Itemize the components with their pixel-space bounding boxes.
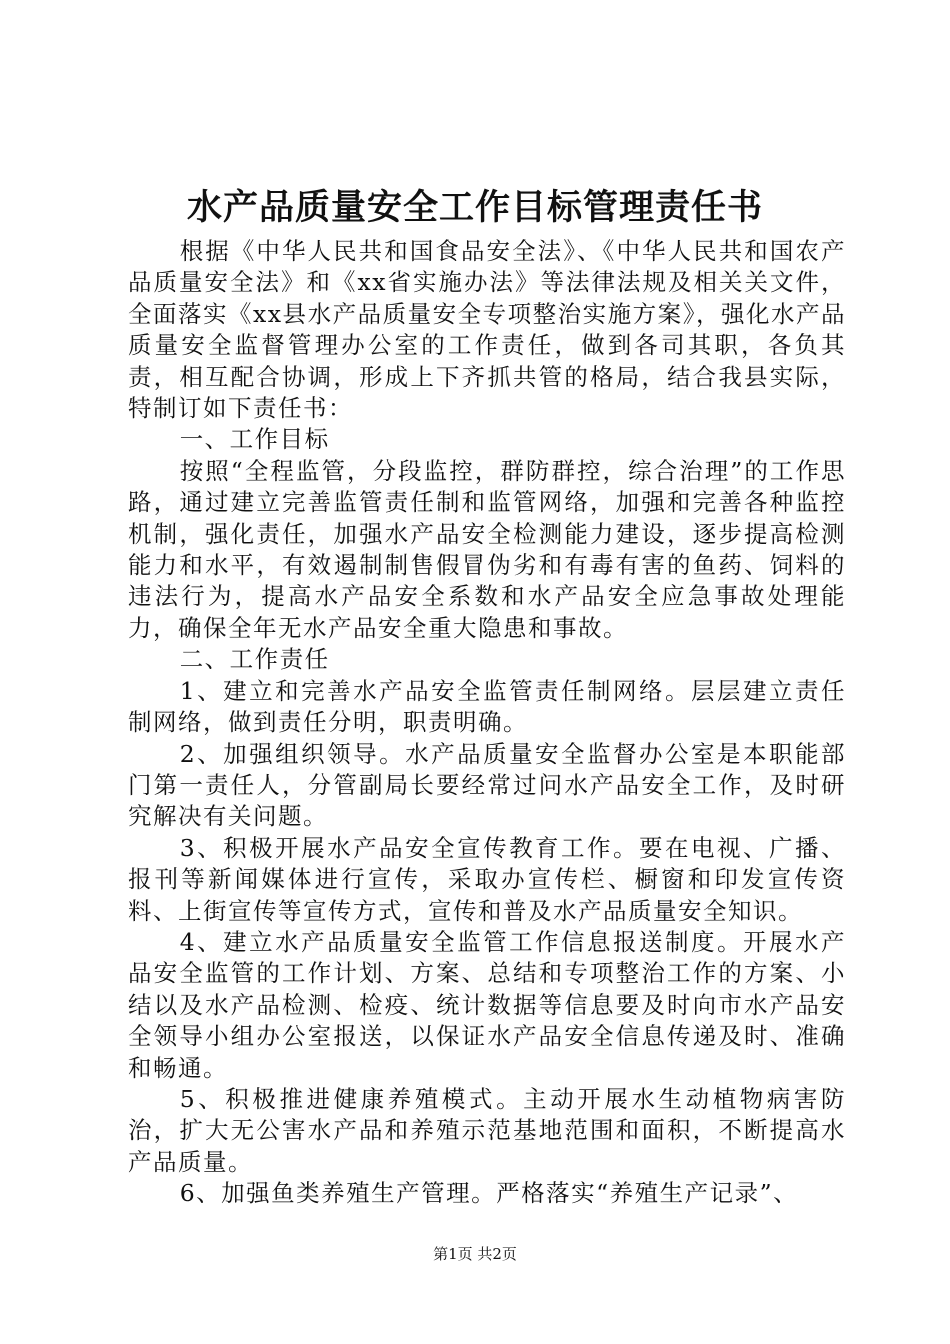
- paragraph-item-6: 6、加强鱼类养殖生产管理。严格落实“养殖生产记录”、: [179, 1179, 799, 1208]
- document-title: 水产品质量安全工作目标管理责任书: [186, 187, 763, 228]
- paragraph-goals: 按照“全程监管，分段监控，群防群控，综合治理”的工作思路，通过建立完善监管责任制和监管网络，加强和完善各种监控机制，强化责任，加强水产品安全检测能力建设，逐步提高检测能力和水平，有效遏制制售假冒伪劣和有毒有害的鱼药、饲料的违法行为，提高水产品安全系数和水产品安全应急事故处理能力，确保全年无水产品安全重大隐患和事故。: [128, 456, 846, 642]
- paragraph-item-1: 1、建立和完善水产品安全监管责任制网络。层层建立责任制网络，做到责任分明，职责明确。: [128, 676, 846, 737]
- page-footer: 第1页 共2页: [433, 1245, 517, 1263]
- section-heading-goals: 一、工作目标: [179, 425, 330, 454]
- paragraph-preamble: 根据《中华人民共和国食品安全法》、《中华人民共和国农产品质量安全法》和《xx省实施办法》等法律法规及相关关文件，全面落实《xx县水产品质量安全专项整治实施方案》，强化水产品质量安全监督管理办公室的工作责任，做到各司其职，各负其责，相互配合协调，形成上下齐抓共管的格局，结合我县实际，特制订如下责任书：: [128, 237, 846, 423]
- paragraph-item-3: 3、积极开展水产品安全宣传教育工作。要在电视、广播、报刊等新闻媒体进行宣传，采取办宣传栏、橱窗和印发宣传资料、上街宣传等宣传方式，宣传和普及水产品质量安全知识。: [128, 833, 846, 925]
- paragraph-item-4: 4、建立水产品质量安全监管工作信息报送制度。开展水产品安全监管的工作计划、方案、总结和专项整治工作的方案、小结以及水产品检测、检疫、统计数据等信息要及时向市水产品安全领导小组办公室报送，以保证水产品安全信息传递及时、准确和畅通。: [128, 927, 846, 1082]
- paragraph-item-2: 2、加强组织领导。水产品质量安全监督办公室是本职能部门第一责任人，分管副局长要经常过问水产品安全工作，及时研究解决有关问题。: [128, 739, 846, 831]
- document-body: [128, 236, 846, 1210]
- paragraph-item-5: 5、积极推进健康养殖模式。主动开展水生动植物病害防治，扩大无公害水产品和养殖示范基地范围和面积，不断提高水产品质量。: [128, 1084, 846, 1176]
- section-heading-responsibilities: 二、工作责任: [179, 645, 330, 674]
